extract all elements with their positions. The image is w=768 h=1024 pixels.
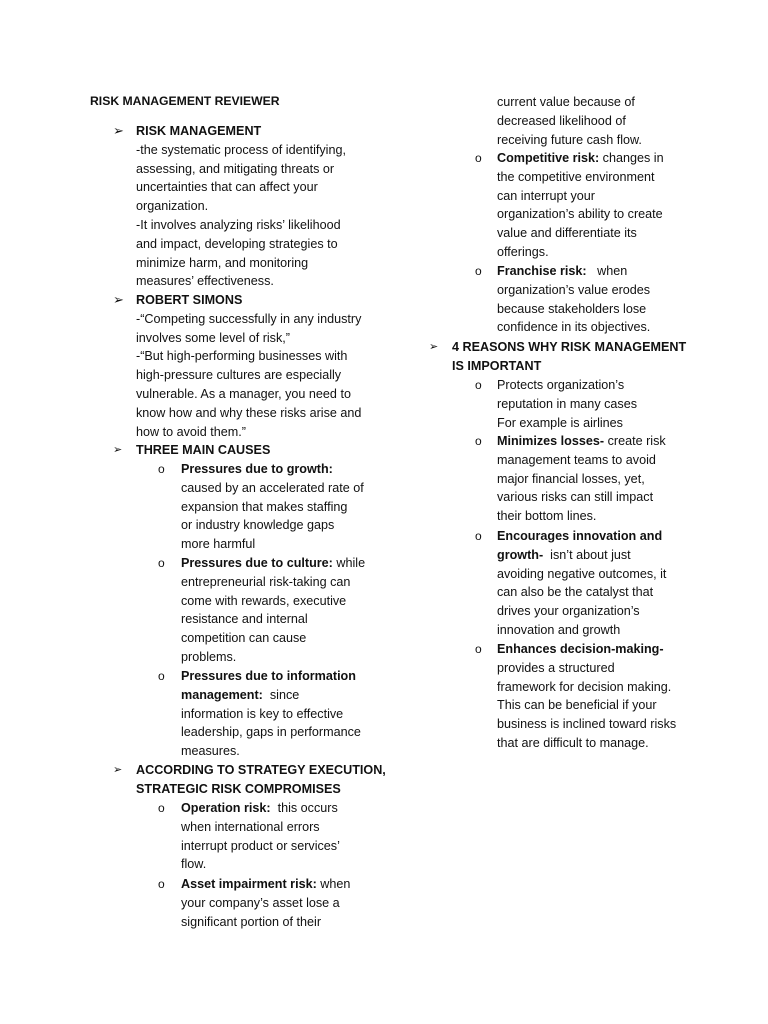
circle-bullet-icon: o	[475, 529, 482, 543]
text-line: management teams to avoid	[497, 452, 656, 467]
text-line: because stakeholders lose	[497, 301, 647, 316]
text-line: interrupt product or services’	[181, 838, 340, 853]
section-heading: ROBERT SIMONS	[136, 293, 243, 307]
text-line: or industry knowledge gaps	[181, 518, 335, 533]
text-line: come with rewards, executive	[181, 593, 347, 608]
text-line: can interrupt your	[497, 188, 596, 203]
section-heading: THREE MAIN CAUSES	[136, 443, 271, 457]
text-line: Protects organization’s	[497, 378, 625, 392]
item-label: Enhances decision-making-	[497, 642, 664, 656]
text-line: various risks can still impact	[497, 490, 654, 505]
text-line: competition can cause	[181, 631, 307, 646]
circle-bullet-icon: o	[158, 877, 165, 891]
text-line: and impact, developing strategies to	[136, 236, 338, 251]
text-line: drives your organization’s	[497, 604, 640, 619]
arrow-bullet-icon: ➢	[429, 341, 439, 353]
item-label: growth-	[497, 547, 544, 562]
text-line: -the systematic process of identifying,	[136, 142, 346, 157]
list-item	[497, 432, 666, 526]
text-line: major financial losses, yet,	[497, 471, 645, 486]
item-text: when	[586, 264, 628, 278]
text-line: avoiding negative outcomes, it	[497, 566, 667, 581]
arrow-bullet-icon: ➢	[113, 444, 123, 456]
section-heading: RISK MANAGEMENT	[136, 124, 262, 138]
section-heading: ACCORDING TO STRATEGY EXECUTION,	[136, 763, 386, 777]
circle-bullet-icon: o	[475, 264, 482, 278]
list-item	[181, 554, 365, 667]
text-line: information is key to effective	[181, 706, 344, 721]
text-line: confidence in its objectives.	[497, 320, 651, 335]
text-line: organization’s value erodes	[497, 282, 651, 297]
list-item	[497, 640, 676, 753]
text-line: involves some level of risk,”	[136, 330, 290, 345]
text-line: how to avoid them.”	[136, 424, 246, 439]
item-label: Pressures due to information	[181, 669, 356, 683]
item-text: when	[316, 877, 351, 891]
text-line: offerings.	[497, 244, 549, 259]
section-heading: STRATEGIC RISK COMPROMISES	[136, 781, 341, 796]
arrow-bullet-icon: ➢	[113, 123, 124, 138]
text-line: -“But high-performing businesses with	[136, 349, 348, 364]
text-line: expansion that makes staffing	[181, 499, 348, 514]
list-item	[497, 376, 637, 432]
circle-bullet-icon: o	[158, 556, 165, 570]
text-line: know how and why these risks arise and	[136, 405, 362, 420]
circle-bullet-icon: o	[475, 151, 482, 165]
text-line: measures.	[181, 744, 240, 759]
section-heading: 4 REASONS WHY RISK MANAGEMENT	[452, 340, 687, 354]
document-title: RISK MANAGEMENT REVIEWER	[90, 94, 280, 108]
text-line: For example is airlines	[497, 415, 623, 430]
text-line: minimize harm, and monitoring	[136, 255, 309, 270]
list-item	[497, 149, 664, 262]
text-line: problems.	[181, 649, 237, 664]
text-line: flow.	[181, 857, 207, 872]
item-label: management:	[181, 687, 263, 702]
section-reasons	[452, 338, 686, 376]
list-item	[181, 799, 340, 874]
circle-bullet-icon: o	[475, 642, 482, 656]
text-line: -It involves analyzing risks’ likelihood	[136, 217, 341, 232]
text-line: that are difficult to manage.	[497, 735, 649, 750]
text-line: value and differentiate its	[497, 226, 637, 241]
text-line: -“Competing successfully in any industry	[136, 311, 362, 326]
circle-bullet-icon: o	[158, 669, 165, 683]
item-text: create risk	[604, 434, 666, 448]
text-line: leadership, gaps in performance	[181, 725, 361, 740]
list-item	[497, 262, 650, 337]
text-line: organization.	[136, 199, 209, 214]
text-line: reputation in many cases	[497, 396, 638, 411]
circle-bullet-icon: o	[475, 378, 482, 392]
text-line: your company’s asset lose a	[181, 895, 340, 910]
text-line: decreased likelihood of	[497, 113, 626, 128]
item-label: Minimizes losses-	[497, 434, 605, 448]
text-line: assessing, and mitigating threats or	[136, 161, 335, 176]
text-line: can also be the catalyst that	[497, 585, 654, 600]
list-item	[181, 460, 364, 554]
text-line: This can be beneficial if your	[497, 698, 657, 713]
item-text: this occurs	[270, 801, 338, 815]
text-line: measures’ effectiveness.	[136, 274, 274, 289]
text-line: provides a structured	[497, 660, 615, 675]
text-line: entrepreneurial risk-taking can	[181, 574, 351, 589]
list-item	[497, 527, 666, 640]
item-label: Pressures due to growth:	[181, 462, 333, 476]
text-line: current value because of	[497, 95, 635, 109]
circle-bullet-icon: o	[158, 462, 165, 476]
section-strategy-execution	[136, 761, 386, 799]
item-label: Operation risk:	[181, 801, 271, 815]
arrow-bullet-icon: ➢	[113, 764, 123, 776]
continued-text	[497, 93, 642, 149]
text-line: vulnerable. As a manager, you need to	[136, 386, 351, 401]
item-text: isn’t about just	[543, 547, 631, 562]
arrow-bullet-icon: ➢	[113, 292, 124, 307]
section-risk-management	[136, 122, 346, 291]
text-line: organization’s ability to create	[497, 207, 663, 222]
text-line: more harmful	[181, 537, 256, 552]
list-item	[181, 667, 361, 761]
section-robert-simons	[136, 291, 361, 441]
item-label: Competitive risk:	[497, 151, 600, 165]
item-text: changes in	[599, 151, 664, 165]
text-line: when international errors	[181, 819, 320, 834]
item-label: Encourages innovation and	[497, 529, 663, 543]
text-line: business is inclined toward risks	[497, 717, 677, 732]
text-line: framework for decision making.	[497, 679, 672, 694]
item-text: since	[262, 687, 300, 702]
text-line: their bottom lines.	[497, 509, 597, 524]
item-label: Franchise risk:	[497, 264, 587, 278]
text-line: resistance and internal	[181, 612, 308, 627]
text-line: high-pressure cultures are especially	[136, 368, 342, 383]
circle-bullet-icon: o	[475, 434, 482, 448]
item-label: Asset impairment risk:	[181, 877, 317, 891]
circle-bullet-icon: o	[158, 801, 165, 815]
text-line: significant portion of their	[181, 914, 322, 929]
text-line: uncertainties that can affect your	[136, 180, 318, 195]
text-line: caused by an accelerated rate of	[181, 480, 364, 495]
text-line: the competitive environment	[497, 169, 655, 184]
text-line: innovation and growth	[497, 622, 621, 637]
section-heading: IS IMPORTANT	[452, 358, 542, 373]
text-line: receiving future cash flow.	[497, 132, 642, 147]
item-label: Pressures due to culture:	[181, 556, 333, 570]
list-item	[181, 875, 350, 931]
item-text: while	[332, 556, 366, 570]
